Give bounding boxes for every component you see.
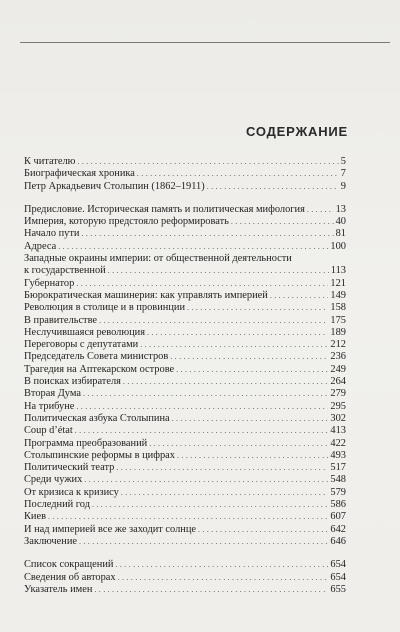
- toc-entry[interactable]: [24, 327, 346, 339]
- toc-entry-title: Политическая азбука Столыпина: [24, 412, 170, 424]
- dot-leader: [207, 181, 339, 193]
- toc-entry[interactable]: [24, 181, 346, 193]
- toc-entry-title: Председатель Совета министров: [24, 351, 169, 363]
- toc-entry-title: Указатель имен: [24, 583, 93, 595]
- dot-leader: [79, 536, 328, 548]
- toc-entry-page: 655: [330, 583, 346, 595]
- toc-entry[interactable]: [24, 462, 346, 474]
- dot-leader: [118, 572, 329, 584]
- toc-entry-title: К читателю: [24, 156, 76, 167]
- toc-entry-title: к государственной: [24, 265, 106, 277]
- toc-entry-page: 5: [340, 156, 346, 167]
- toc-entry[interactable]: [24, 474, 346, 486]
- toc-entry-first-line[interactable]: Западные окраины империи: от общественной деятельности: [24, 253, 292, 265]
- dot-leader: [121, 487, 329, 499]
- toc-entry[interactable]: [24, 339, 346, 351]
- dot-leader: [84, 474, 328, 486]
- dot-leader: [75, 425, 329, 437]
- toc-entry[interactable]: [24, 315, 346, 327]
- dot-leader: [177, 450, 328, 462]
- dot-leader: [108, 265, 329, 277]
- toc-entry-page: 81: [335, 228, 346, 240]
- dot-leader: [187, 302, 328, 314]
- toc-entry-page: 422: [330, 437, 346, 449]
- toc-entry-title: Бюрократическая машинерия: как управлять империей: [24, 289, 268, 301]
- toc-entry-title: Губернатор: [24, 277, 75, 289]
- toc-entry-page: 149: [330, 289, 346, 301]
- group-gap: [24, 548, 346, 559]
- dot-leader: [83, 388, 328, 400]
- toc-entry[interactable]: [24, 559, 346, 571]
- dot-leader: [149, 438, 328, 450]
- dot-leader: [94, 584, 328, 596]
- toc-entry[interactable]: [24, 401, 346, 413]
- toc-entry-title: Киев: [24, 511, 47, 523]
- toc-entry-page: 121: [330, 277, 346, 289]
- toc-entry-page: 212: [330, 339, 346, 351]
- toc-entry-title: Столыпинские реформы в цифрах: [24, 449, 175, 461]
- dot-leader: [81, 228, 333, 240]
- toc-entry[interactable]: [24, 168, 346, 180]
- toc-entry[interactable]: [24, 265, 346, 277]
- toc-entry[interactable]: [24, 364, 346, 376]
- toc-entry-title: Неслучившаяся революция: [24, 326, 145, 338]
- toc-entry-page: 654: [330, 559, 346, 571]
- toc-entry-title: Среди чужих: [24, 474, 83, 486]
- toc-entry-title: Сведения об авторах: [24, 571, 116, 583]
- dot-leader: [77, 156, 338, 168]
- toc-entry-title: Предисловие. Историческая память и политическая мифология: [24, 203, 305, 215]
- toc-entry-page: 249: [330, 363, 346, 375]
- toc-entry-title: Петр Аркадьевич Столыпин (1862–1911): [24, 180, 205, 192]
- toc-entry-page: 646: [330, 535, 346, 547]
- toc-entry[interactable]: [24, 511, 346, 523]
- toc-entry-page: 493: [330, 449, 346, 461]
- toc-entry-page: 9: [340, 180, 346, 192]
- toc-entry-title: Заключение: [24, 535, 77, 547]
- toc-entry-page: 236: [330, 351, 346, 363]
- toc-entry-title: Coup d’état: [24, 425, 73, 437]
- toc-entry-title: И над империей все же заходит солнце: [24, 523, 197, 535]
- toc-entry[interactable]: [24, 290, 346, 302]
- toc-entry-page: 413: [330, 425, 346, 437]
- dot-leader: [176, 364, 328, 376]
- toc-entry[interactable]: [24, 228, 346, 240]
- dot-leader: [76, 401, 328, 413]
- toc-entry-title: Биографическая хроника: [24, 168, 135, 180]
- toc-entry-page: 642: [330, 523, 346, 535]
- toc-entry[interactable]: [24, 487, 346, 499]
- toc-entry-page: 654: [330, 571, 346, 583]
- toc-entry-title: Адреса: [24, 240, 57, 252]
- dot-leader: [307, 204, 334, 216]
- toc-entry-page: 586: [330, 499, 346, 511]
- toc-entry-title: Революция в столице и в провинции: [24, 302, 186, 314]
- dot-leader: [137, 168, 339, 180]
- toc-entry[interactable]: [24, 425, 346, 437]
- dot-leader: [170, 351, 328, 363]
- dot-leader: [172, 413, 329, 425]
- toc-entry-title: От кризиса к кризису: [24, 486, 119, 498]
- toc-entry-page: 158: [330, 302, 346, 314]
- toc-entry-title: Империя, которую предстояло реформировать: [24, 216, 229, 228]
- toc-entry[interactable]: [24, 302, 346, 314]
- dot-leader: [58, 241, 328, 253]
- toc-entry-page: 607: [330, 511, 346, 523]
- dot-leader: [48, 511, 328, 523]
- toc-entry-page: 189: [330, 326, 346, 338]
- toc-entry-title: Политический театр: [24, 462, 115, 474]
- toc-entry[interactable]: [24, 438, 346, 450]
- toc-entry-page: 302: [330, 412, 346, 424]
- toc-entry-title: Последний год: [24, 499, 90, 511]
- toc-entry[interactable]: [24, 278, 346, 290]
- dot-leader: [92, 499, 328, 511]
- toc-entry-page: 517: [330, 462, 346, 474]
- toc-entry[interactable]: [24, 499, 346, 511]
- toc-entry-page: 7: [340, 168, 346, 180]
- group-gap: [24, 193, 346, 204]
- dot-leader: [231, 216, 334, 228]
- dot-leader: [116, 462, 328, 474]
- table-of-contents: [24, 156, 346, 596]
- toc-entry[interactable]: [24, 376, 346, 388]
- dot-leader: [76, 278, 328, 290]
- toc-entry[interactable]: [24, 204, 346, 216]
- toc-entry-title: Переговоры с депутатами: [24, 339, 139, 351]
- toc-entry-title: Вторая Дума: [24, 388, 81, 400]
- toc-entry-page: 175: [330, 314, 346, 326]
- toc-entry-page: 264: [330, 376, 346, 388]
- dot-leader: [99, 315, 328, 327]
- toc-entry[interactable]: [24, 524, 346, 536]
- toc-entry-title: Программа преобразований: [24, 437, 148, 449]
- toc-entry-page: 13: [335, 203, 346, 215]
- toc-entry-page: 548: [330, 474, 346, 486]
- toc-entry[interactable]: [24, 413, 346, 425]
- toc-entry-title: Список сокращений: [24, 559, 114, 571]
- toc-entry-page: 579: [330, 486, 346, 498]
- toc-entry-page: 100: [330, 240, 346, 252]
- toc-entry-title: На трибуне: [24, 400, 75, 412]
- dot-leader: [147, 327, 328, 339]
- toc-entry-page: 295: [330, 400, 346, 412]
- toc-entry-title: Трагедия на Аптекарском острове: [24, 363, 175, 375]
- toc-entry[interactable]: [24, 536, 346, 548]
- dot-leader: [140, 339, 328, 351]
- dot-leader: [198, 524, 328, 536]
- toc-entry[interactable]: [24, 572, 346, 584]
- toc-entry-title: В поисках избирателя: [24, 376, 121, 388]
- dot-leader: [115, 559, 328, 571]
- page-title: СОДЕРЖАНИЕ: [246, 124, 348, 139]
- toc-entry-page: 113: [330, 265, 346, 277]
- toc-entry-page: 40: [335, 216, 346, 228]
- toc-entry[interactable]: [24, 450, 346, 462]
- top-rule: [20, 42, 390, 43]
- toc-entry-title: Начало пути: [24, 228, 80, 240]
- toc-entry-title: В правительстве: [24, 314, 98, 326]
- toc-entry[interactable]: [24, 241, 346, 253]
- toc-entry[interactable]: [24, 351, 346, 363]
- toc-entry[interactable]: [24, 156, 346, 168]
- dot-leader: [270, 290, 329, 302]
- toc-entry[interactable]: [24, 216, 346, 228]
- toc-entry[interactable]: [24, 388, 346, 400]
- toc-entry[interactable]: [24, 584, 346, 596]
- toc-entry-page: 279: [330, 388, 346, 400]
- dot-leader: [123, 376, 328, 388]
